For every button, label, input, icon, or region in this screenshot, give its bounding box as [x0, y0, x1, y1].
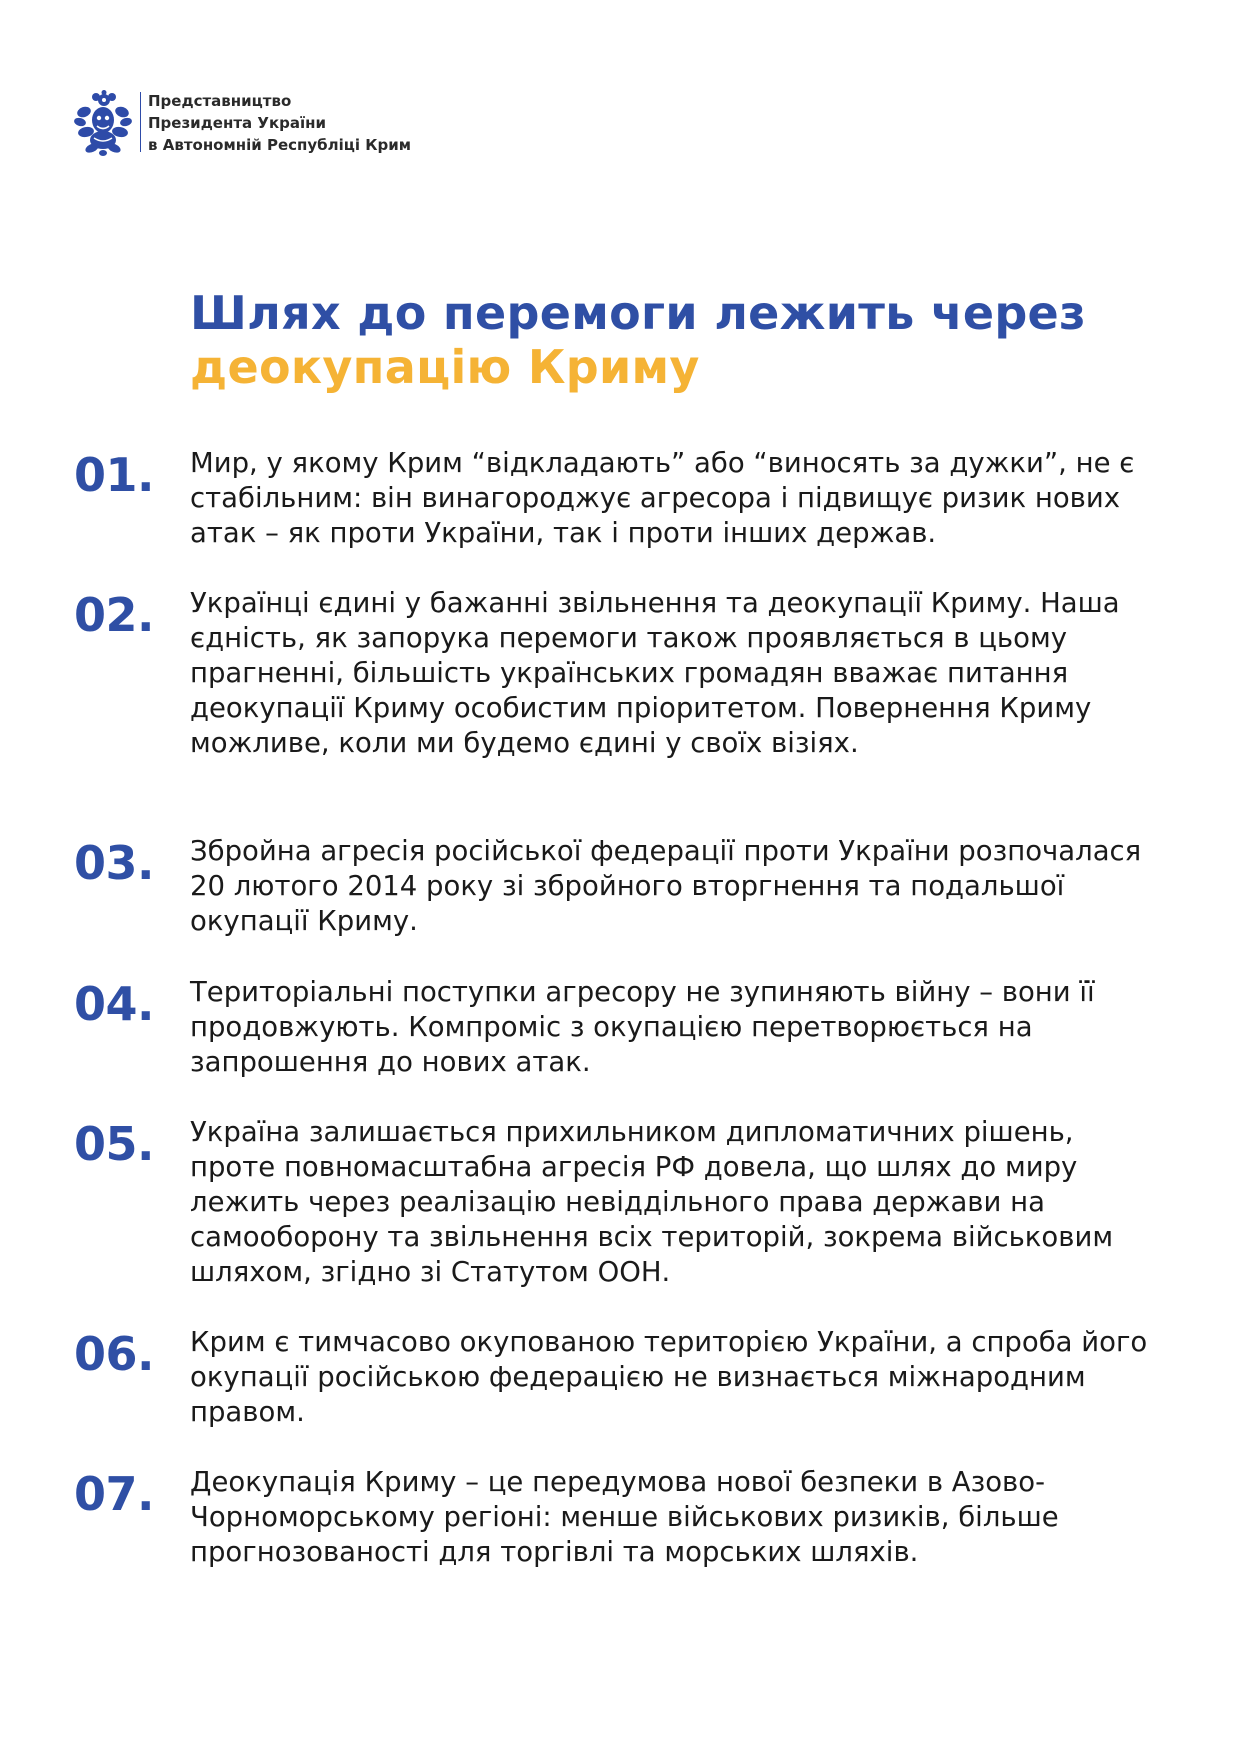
crimean-flower-emblem-icon	[74, 90, 132, 156]
page-title	[190, 286, 1150, 394]
item-number: 02.	[74, 588, 154, 642]
header	[74, 88, 494, 162]
organization-name	[148, 90, 411, 156]
item-number: 04.	[74, 977, 154, 1031]
item-text: Деокупація Криму – це передумова нової безпеки в Азово-Чорноморському регіоні: менше військових ризиків, більше прогнозованості для торгівлі та морських шляхів.	[190, 1466, 1059, 1568]
item-number: 07.	[74, 1467, 154, 1521]
org-name-line-3: в Автономній Республіці Крим	[148, 136, 412, 154]
item-text: Українці єдині у бажанні звільнення та деокупації Криму. Наша єдність, як запорука перемоги також проявляється в цьому прагненні, більшість українських громадян вважає питання деокупації Криму особистим пріоритетом. Повернення Криму можливе, коли ми будемо єдині у своїх візіях.	[190, 587, 1120, 759]
logo-divider	[140, 92, 141, 152]
item-number: 05.	[74, 1117, 154, 1171]
item-text: Територіальні поступки агресору не зупиняють війну – вони її продовжують. Компроміс з окупацією перетворюється на запрошення до нових атак.	[190, 976, 1095, 1078]
item-text: Збройна агресія російської федерації проти України розпочалася 20 лютого 2014 року зі збройного вторгнення та подальшої окупації Криму.	[190, 835, 1142, 937]
item-number: 01.	[74, 448, 154, 502]
item-text: Крим є тимчасово окупованою територією України, а спроба його окупації російською федерацією не визнається міжнародним правом.	[190, 1326, 1148, 1428]
title-line-2: деокупацію Криму	[190, 340, 700, 394]
title-line-1: Шлях до перемоги лежить через	[190, 286, 1087, 340]
item-text: Мир, у якому Крим “відкладають” або “виносять за дужки”, не є стабільним: він винагороджує агресора і підвищує ризик нових атак – як проти України, так і проти інших держав.	[190, 447, 1135, 549]
item-number: 03.	[74, 836, 154, 890]
org-name-line-1: Представництво	[148, 92, 292, 110]
item-text: Україна залишається прихильником дипломатичних рішень, проте повномасштабна агресія РФ довела, що шлях до миру лежить через реалізацію невіддільного права держави на самооборону та звільнення всіх територій, зокрема військовим шляхом, згідно зі Статутом ООН.	[190, 1116, 1114, 1288]
item-number: 06.	[74, 1327, 154, 1381]
org-name-line-2: Президента України	[148, 114, 327, 132]
